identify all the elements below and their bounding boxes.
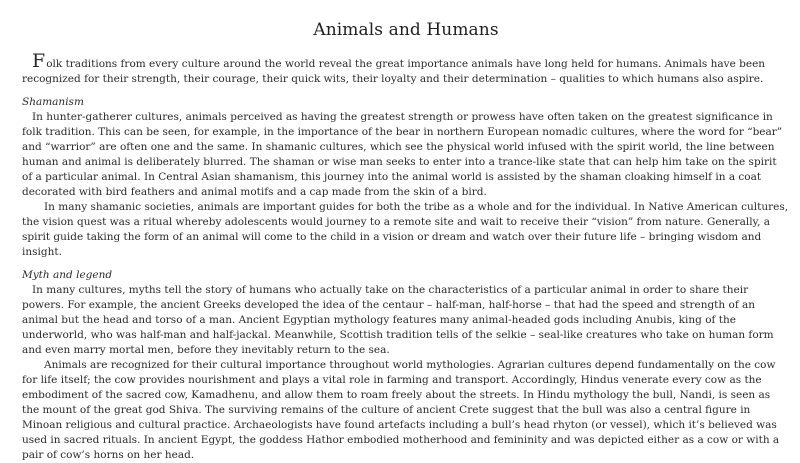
section-heading-shamanism: Shamanism (22, 96, 84, 108)
section-myth-and-legend (22, 268, 790, 463)
intro-text: olk traditions from every culture around the world reveal the great importance animals have long held for humans. Animals have been recognized for their strength, their courage, their quick wits, their loyalty and their determination – qualities to which humans also aspire. (22, 58, 766, 85)
paragraph-shamanism-1: In hunter-gatherer cultures, animals perceived as having the greatest strength or prowess have often taken on the greatest significance in folk tradition. This can be seen, for example, in the importance of the bear in northern European nomadic cultures, where the word for “bear” and “warrior” are often one and the same. In shamanic cultures, which see the physical world infused with the spirit world, the line between human and animal is deliberately blurred. The shaman or wise man seeks to enter into a trance-like state that can help him take on the spirit of a particular animal. In Central Asian shamanism, this journey into the animal world is assisted by the shaman cloaking himself in a coat decorated with bird feathers and animal motifs and a cap made from the skin of a bird. (22, 111, 783, 198)
section-shamanism (22, 95, 790, 260)
intro-paragraph (22, 50, 790, 87)
dropcap-letter: F (32, 50, 46, 72)
paragraph-myth-1: In many cultures, myths tell the story of humans who actually take on the characteristics of a particular animal in order to share their powers. For example, the ancient Greeks developed the idea of the centaur – half-man, half-horse – that had the speed and strength of an animal but the head and torso of a man. Ancient Egyptian mythology features many animal-headed gods including Anubis, king of the underworld, who was half-man and half-jackal. Meanwhile, Scottish tradition tells of the selkie – seal-like creatures who take on human form and even marry mortal men, before they inevitably return to the sea. (22, 284, 774, 356)
paragraph-myth-2: Animals are recognized for their cultural importance throughout world mythologies. Agrarian cultures depend fundamentally on the cow for life itself; the cow provides nourishment and plays a vital role in farming and transport. Accordingly, Hindus venerate every cow as the embodiment of the sacred cow, Kamadhenu, and allow them to roam freely about the streets. In Hindu mythology the bull, Nandi, is seen as the mount of the great god Shiva. The surviving remains of the culture of ancient Crete suggest that the bull was also a central figure in Minoan religious and cultural practice. Archaeologists have found artefacts including a bull’s head rhyton (or vessel), which it’s believed was used in sacred rituals. In ancient Egypt, the goddess Hathor embodied motherhood and femininity and was depicted either as a cow or with a pair of cow’s horns on her head. (22, 359, 780, 461)
paragraph-shamanism-2: In many shamanic societies, animals are important guides for both the tribe as a whole and for the individual. In Native American cultures, the vision quest was a ritual whereby adolescents would journey to a remote site and wait to receive their “vision” from nature. Generally, a spirit guide taking the form of an animal will come to the child in a vision or dream and watch over their future life – bringing wisdom and insight. (22, 201, 789, 258)
page-title: Animals and Humans (313, 20, 499, 40)
section-heading-myth-and-legend: Myth and legend (22, 269, 113, 281)
